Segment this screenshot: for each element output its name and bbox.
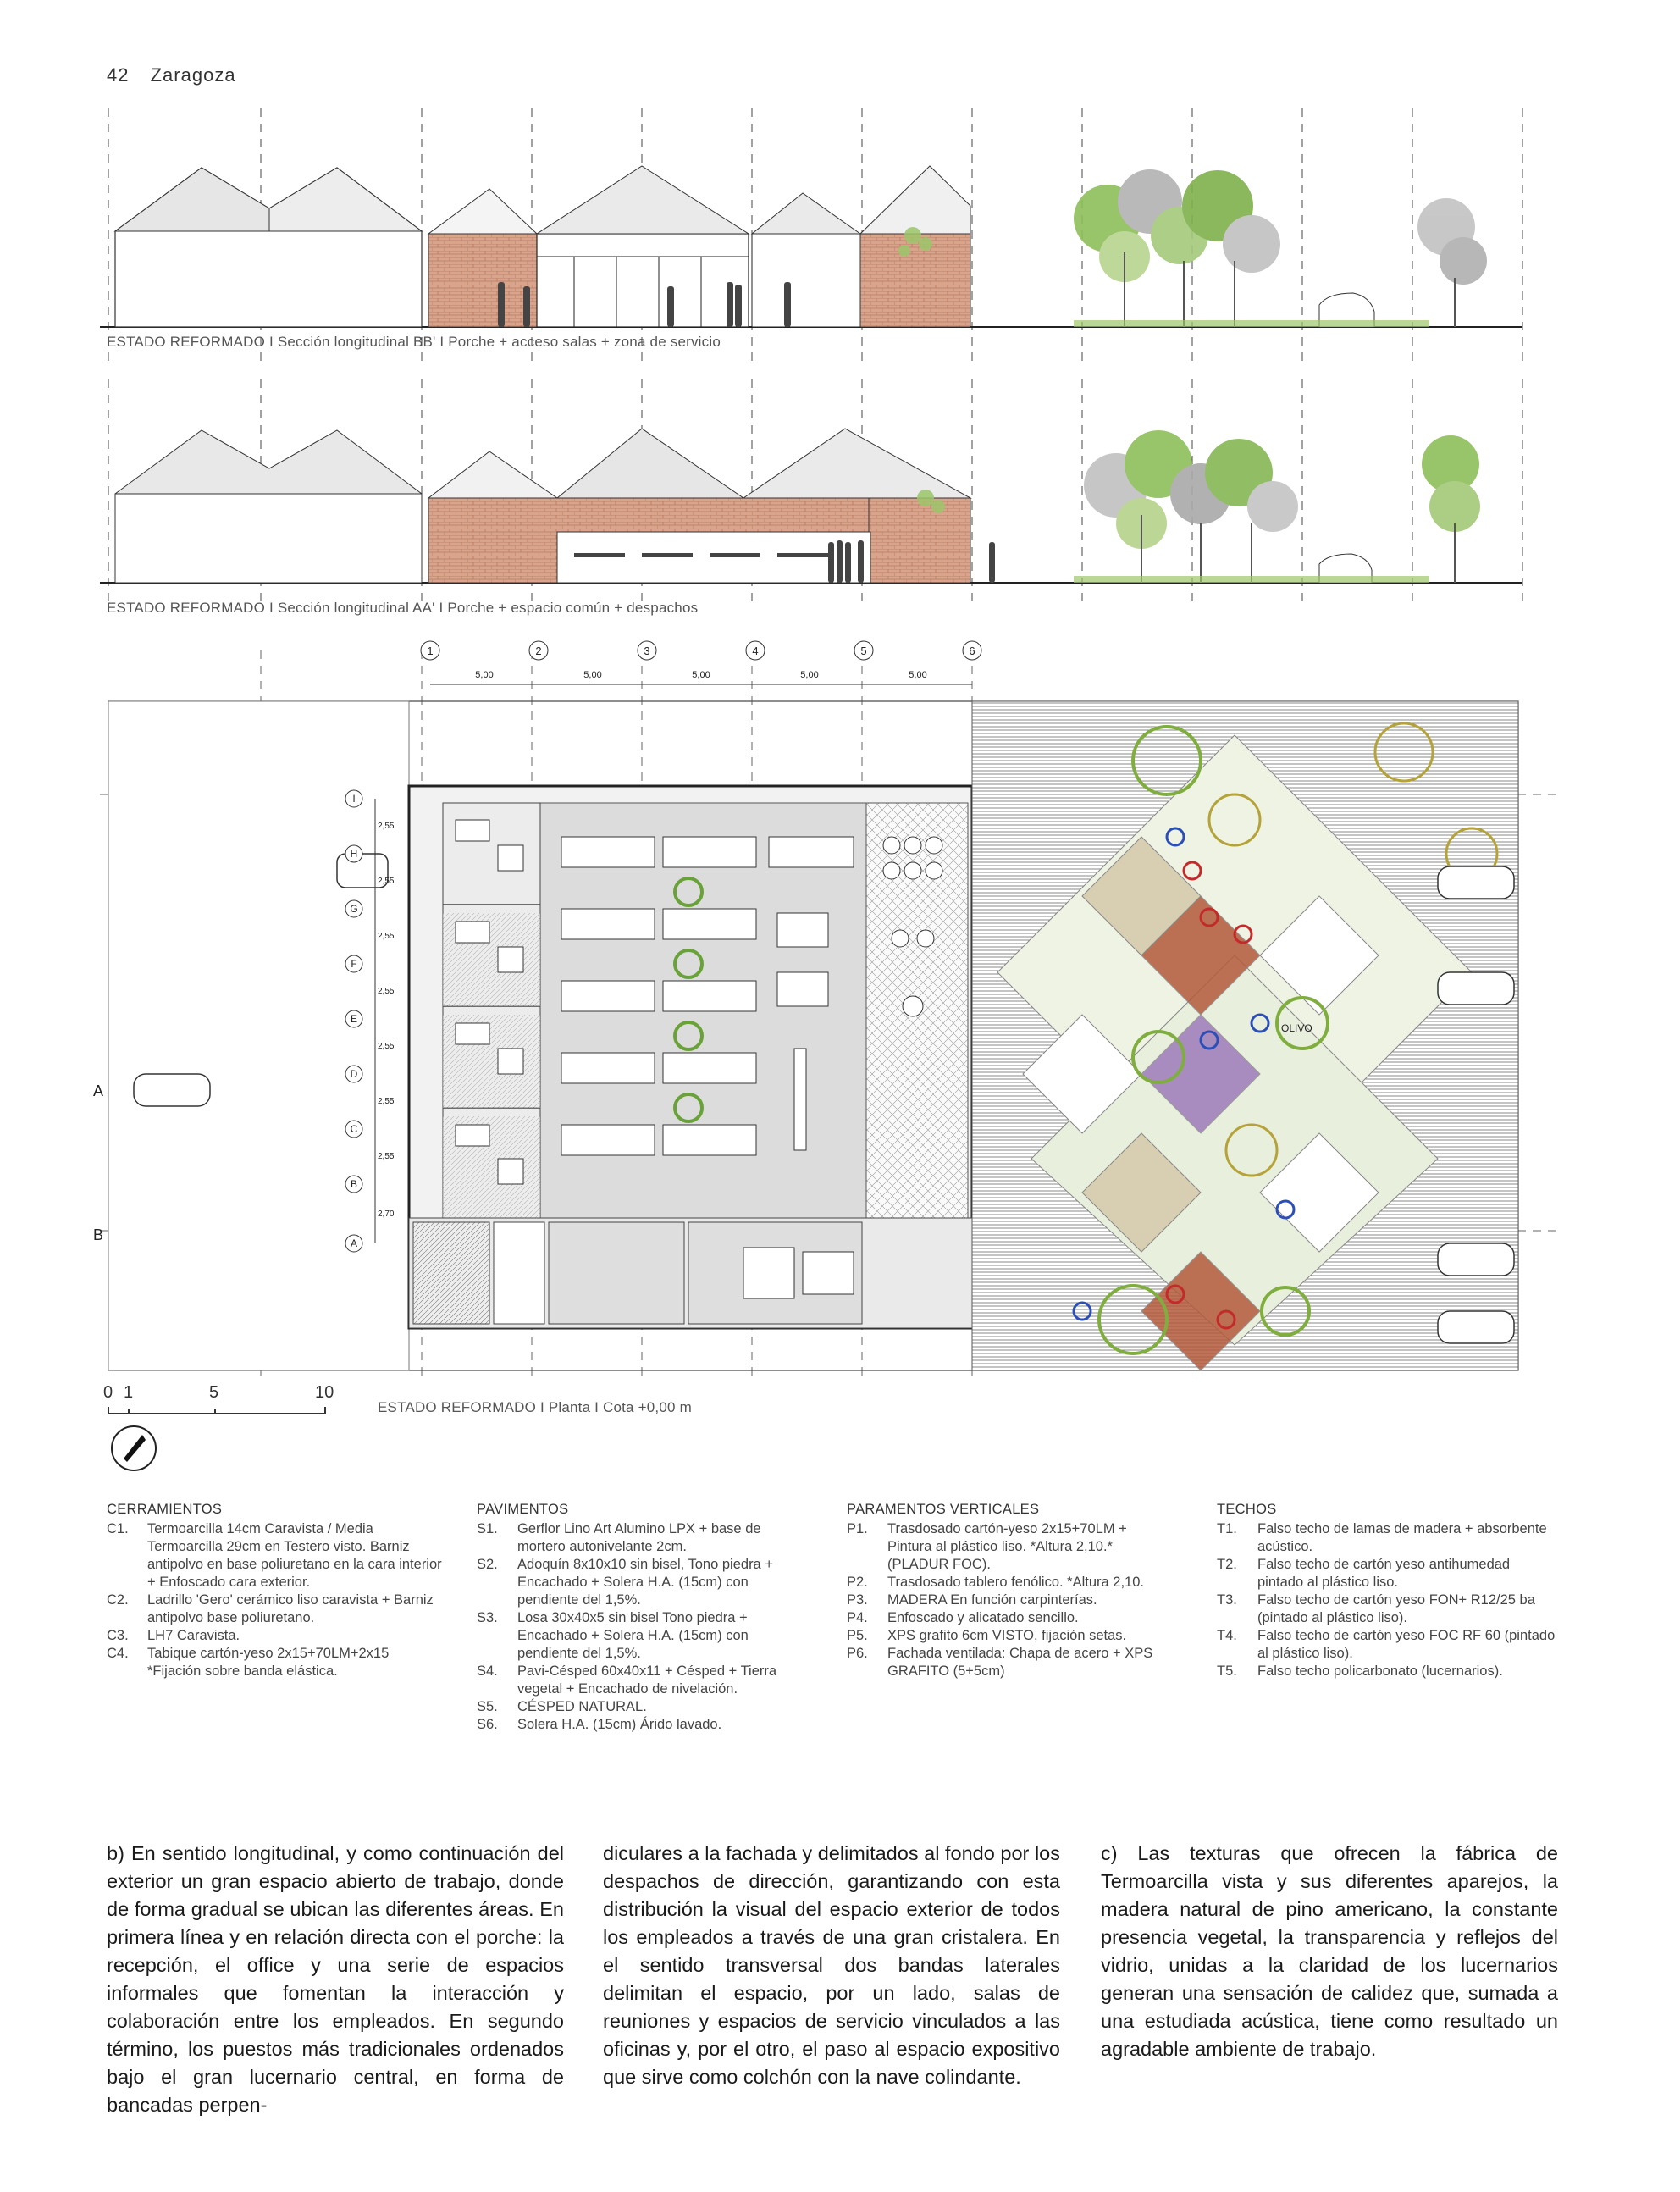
dim-top: 5,00 — [583, 670, 602, 680]
dim-side: 2,70 — [378, 1209, 395, 1219]
section-bb — [100, 166, 1522, 327]
body-text-column-2: diculares a la fachada y delimitados al fondo por los despachos de dirección, garantizando con esta distribución la visual del espacio exterior de todos los empleados a través de una gran cristalera. En el sentido transversal dos bandas laterales delimitan el espacio, por un lado, salas de reuniones y espacios de servicio vinculados a las oficinas y, por el otro, el paso al espacio expositivo que sirve como colchón con la nave colindante. — [603, 1842, 1060, 2088]
col-label: 1 — [427, 645, 434, 657]
legend-item: C2. Ladrillo 'Gero' cerámico liso caravista + Barniz antipolvo base poliuretano. — [107, 1592, 434, 1625]
legend-item: T3. Falso techo de cartón yeso FON+ R12/25 ba (pintado al plástico liso). — [1217, 1592, 1535, 1625]
caption-section-bb: ESTADO REFORMADO I Sección longitudinal BB' I Porche + acceso salas + zona de servicio — [107, 334, 721, 350]
dim-top: 5,00 — [909, 670, 927, 680]
dim-side: 2,55 — [378, 1152, 395, 1161]
legend-paramentos — [847, 1501, 1169, 1680]
row-label: E — [350, 1013, 358, 1025]
dim-side: 2,55 — [378, 987, 395, 996]
col-label: 3 — [644, 645, 650, 657]
cut-marker-a: A — [93, 1082, 104, 1099]
legend-title: PARAMENTOS VERTICALES — [847, 1502, 1040, 1517]
legend-item: T5. Falso techo policarbonato (lucernarios). — [1217, 1663, 1503, 1679]
dim-top: 5,00 — [692, 670, 710, 680]
section-title: Zaragoza — [150, 64, 236, 86]
row-label: G — [350, 903, 358, 915]
legend-item: S4. Pavi-Césped 60x40x11 + Césped + Tierra vegetal + Encachado de nivelación. — [477, 1663, 777, 1697]
legend-item: C4. Tabique cartón-yeso 2x15+70LM+2x15 *Fijación sobre banda elástica. — [107, 1646, 390, 1679]
legend-item: C3. LH7 Caravista. — [107, 1628, 240, 1643]
body-text-column-1: b) En sentido longitudinal, y como continuación del exterior un gran espacio abierto de trabajo, donde de forma gradual se ubican las diferentes áreas. En primera línea y en relación directa con el porche: la recepción, el office y una serie de espacios informales que fomentan la interacción y colaboración entre los empleados. En segundo término, los puestos más tradicionales ordenados bajo el gran lucernario central, en forma de bancadas perpen- — [107, 1842, 564, 2116]
dim-top: 5,00 — [800, 670, 819, 680]
col-label: 2 — [535, 645, 542, 657]
row-label: F — [351, 958, 357, 970]
legend-item: S1. Gerflor Lino Art Alumino LPX + base de mortero autonivelante 2cm. — [477, 1521, 761, 1554]
legend-item: S3. Losa 30x40x5 sin bisel Tono piedra + Encachado + Solera H.A. (15cm) con pendiente del 1,5%. — [477, 1610, 749, 1661]
legend-item: P2. Trasdosado tablero fenólico. *Altura 2,10. — [847, 1575, 1144, 1590]
section-aa — [100, 429, 1522, 583]
legend-item: P6. Fachada ventilada: Chapa de acero + XPS GRAFITO (5+5cm) — [847, 1646, 1153, 1679]
scale-label: 0 — [103, 1383, 113, 1402]
page-header — [107, 64, 236, 86]
drawings-svg — [93, 108, 1556, 1413]
architectural-drawings — [93, 108, 1556, 1413]
cut-marker-b: B — [93, 1226, 104, 1243]
legend-item: T2. Falso techo de cartón yeso antihumedad pintado al plástico liso. — [1217, 1557, 1511, 1590]
scale-label: 10 — [315, 1383, 334, 1402]
legend-item: C1. Termoarcilla 14cm Caravista / Media Termoarcilla 29cm en Testero visto. Barniz antipolvo en base poliuretano en la cara interior + Enfoscado cara exterior. — [107, 1521, 442, 1590]
caption-plan: ESTADO REFORMADO I Planta I Cota +0,00 m — [378, 1399, 692, 1415]
dim-side: 2,55 — [378, 932, 395, 941]
legend-title: CERRAMIENTOS — [107, 1502, 223, 1517]
dim-side: 2,55 — [378, 877, 395, 886]
north-arrow-icon — [108, 1423, 159, 1474]
row-label: I — [352, 793, 356, 805]
legend-item: P1. Trasdosado cartón-yeso 2x15+70LM + Pintura al plástico liso. *Altura 2,10.*(PLADUR FOC). — [847, 1521, 1127, 1572]
legend-item: P5. XPS grafito 6cm VISTO, fijación setas. — [847, 1628, 1127, 1643]
row-label: B — [350, 1178, 358, 1190]
row-label: H — [350, 848, 358, 860]
col-label: 6 — [969, 645, 975, 657]
caption-section-aa: ESTADO REFORMADO I Sección longitudinal AA' I Porche + espacio común + despachos — [107, 600, 699, 616]
dim-side: 2,55 — [378, 822, 395, 831]
legend-title: TECHOS — [1217, 1502, 1277, 1517]
legend-item: T4. Falso techo de cartón yeso FOC RF 60 (pintado al plástico liso). — [1217, 1628, 1556, 1661]
legend-item: P4. Enfoscado y alicatado sencillo. — [847, 1610, 1079, 1625]
page-number: 42 — [107, 64, 130, 86]
col-label: 4 — [752, 645, 759, 657]
scale-label: 1 — [124, 1383, 134, 1402]
row-label: D — [350, 1068, 358, 1080]
col-label: 5 — [860, 645, 867, 657]
legend-title: PAVIMENTOS — [477, 1502, 569, 1517]
dim-side: 2,55 — [378, 1042, 395, 1051]
legend-item: S2. Adoquín 8x10x10 sin bisel, Tono piedra + Encachado + Solera H.A. (15cm) con pendiente del 1,5%. — [477, 1557, 773, 1608]
legend-item: P3. MADERA En función carpinterías. — [847, 1592, 1097, 1608]
dim-top: 5,00 — [475, 670, 494, 680]
legend-techos — [1217, 1501, 1556, 1680]
dim-side: 2,55 — [378, 1097, 395, 1106]
floor-plan — [93, 641, 1556, 1379]
legend-pavimentos — [477, 1501, 799, 1734]
scale-label: 5 — [209, 1383, 219, 1402]
legend-item: S5. CÉSPED NATURAL. — [477, 1699, 647, 1714]
legend-item: S6. Solera H.A. (15cm) Árido lavado. — [477, 1717, 722, 1732]
row-label: C — [350, 1123, 358, 1135]
legend-cerramientos — [107, 1501, 445, 1680]
body-text-column-3: c) Las texturas que ofrecen la fábrica de Termoarcilla vista y sus diferentes aparejos, la madera natural de pino americano, la constante presencia vegetal, la transparencia y reflejos del vidrio, unidas a la claridad de los lucernarios generan una sensación de calidez que, sumada a una estudiada acústica, tiene como resultado un agradable ambiente de trabajo. — [1101, 1842, 1558, 2060]
olivo-label: OLIVO — [1281, 1022, 1312, 1034]
legend-item: T1. Falso techo de lamas de madera + absorbente acústico. — [1217, 1521, 1547, 1554]
row-label: A — [350, 1237, 358, 1249]
